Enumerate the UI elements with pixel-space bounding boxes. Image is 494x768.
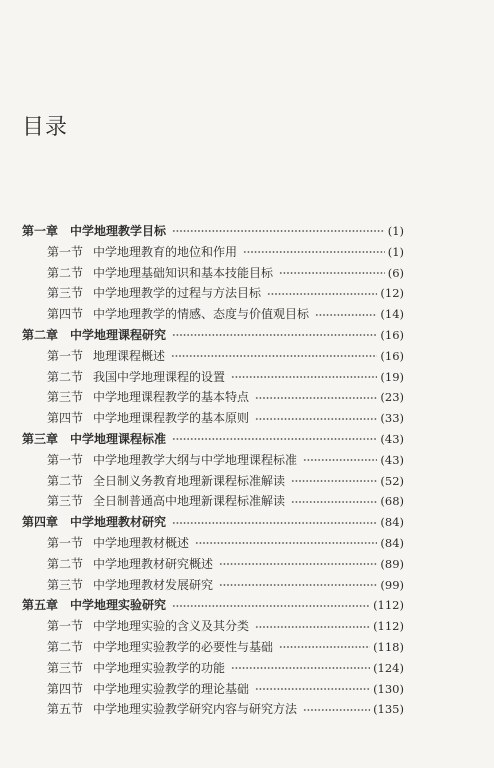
section-label: 第二节 [47, 639, 84, 654]
dot-leader [219, 583, 377, 587]
section-title: 中学地理课程教学的基本特点 [93, 390, 250, 405]
section-page-number: (124) [373, 660, 404, 675]
toc-chapter-row [22, 429, 404, 450]
toc-section-row [22, 658, 404, 679]
dot-leader [243, 250, 385, 254]
section-label: 第三节 [47, 577, 84, 592]
dot-leader [171, 354, 377, 358]
chapter-page-number: (1) [387, 224, 404, 238]
toc-section-row [22, 491, 404, 512]
toc-section-row [22, 408, 404, 429]
section-page-number: (1) [387, 244, 404, 259]
chapter-page-number: (84) [380, 515, 404, 530]
dot-leader [291, 479, 377, 483]
section-title: 中学地理教材研究概述 [93, 556, 214, 571]
dot-leader [255, 625, 370, 629]
section-title: 中学地理教材概述 [93, 535, 190, 550]
section-title: 中学地理实验教学研究内容与研究方法 [93, 702, 298, 717]
section-title: 中学地理教学的过程与方法目标 [93, 286, 262, 301]
dot-leader [231, 666, 370, 670]
dot-leader [279, 645, 370, 649]
section-label: 第三节 [47, 660, 84, 675]
dot-leader [315, 313, 377, 317]
section-label: 第一节 [47, 452, 84, 467]
section-label: 第三节 [47, 286, 84, 301]
dot-leader [172, 604, 370, 608]
section-title: 中学地理教材发展研究 [93, 577, 214, 592]
toc-section-row [22, 679, 404, 700]
toc-section-row [22, 346, 404, 367]
chapter-page-number: (43) [380, 431, 404, 446]
section-label: 第一节 [47, 244, 84, 259]
dot-leader [291, 500, 377, 504]
chapter-page-number: (16) [380, 327, 404, 342]
toc-section-row [22, 304, 404, 325]
section-title: 中学地理基础知识和基本技能目标 [93, 265, 274, 280]
toc-section-row [22, 242, 404, 263]
chapter-page-number: (112) [373, 598, 404, 613]
section-page-number: (89) [380, 556, 404, 571]
section-page-number: (84) [380, 535, 404, 550]
chapter-label: 第一章 [22, 224, 59, 238]
section-label: 第二节 [47, 369, 84, 384]
section-label: 第四节 [47, 307, 84, 322]
dot-leader [303, 458, 377, 462]
chapter-label: 第五章 [22, 598, 59, 613]
dot-leader [172, 333, 377, 337]
section-label: 第三节 [47, 390, 84, 405]
page-title: 目录 [22, 115, 69, 140]
toc-section-row [22, 533, 404, 554]
section-title: 地理课程概述 [93, 348, 166, 363]
chapter-title: 中学地理课程标准 [70, 431, 167, 446]
section-label: 第二节 [47, 265, 84, 280]
section-label: 第五节 [47, 702, 84, 717]
section-title: 中学地理实验教学的必要性与基础 [93, 639, 274, 654]
section-label: 第四节 [47, 681, 84, 696]
section-page-number: (130) [373, 681, 404, 696]
toc-chapter-row [22, 595, 404, 616]
section-page-number: (135) [373, 702, 404, 717]
section-label: 第一节 [47, 535, 84, 550]
section-title: 全日制义务教育地理新课程标准解读 [93, 473, 286, 488]
section-label: 第一节 [47, 348, 84, 363]
section-title: 全日制普通高中地理新课程标准解读 [93, 494, 286, 509]
toc-section-row [22, 699, 404, 720]
toc-chapter-row [22, 512, 404, 533]
dot-leader [172, 437, 377, 441]
section-title: 我国中学地理课程的设置 [93, 369, 226, 384]
section-label: 第二节 [47, 473, 84, 488]
section-title: 中学地理教学大纲与中学地理课程标准 [93, 452, 298, 467]
section-page-number: (23) [380, 390, 404, 405]
section-title: 中学地理实验的含义及其分类 [93, 619, 250, 634]
toc-section-row [22, 283, 404, 304]
dot-leader [172, 521, 377, 525]
chapter-title: 中学地理教材研究 [70, 515, 167, 530]
section-page-number: (43) [380, 452, 404, 467]
section-page-number: (52) [380, 473, 404, 488]
section-label: 第二节 [47, 556, 84, 571]
toc-section-row [22, 554, 404, 575]
section-label: 第四节 [47, 411, 84, 426]
dot-leader [303, 708, 370, 712]
chapter-label: 第三章 [22, 431, 59, 446]
section-page-number: (33) [380, 411, 404, 426]
chapter-label: 第四章 [22, 515, 59, 530]
section-title: 中学地理课程教学的基本原则 [93, 411, 250, 426]
section-page-number: (112) [373, 619, 404, 634]
toc-section-row [22, 637, 404, 658]
dot-leader [195, 541, 377, 545]
chapter-label: 第二章 [22, 327, 59, 342]
dot-leader [255, 417, 377, 421]
section-title: 中学地理实验教学的理论基础 [93, 681, 250, 696]
dot-leader [267, 292, 377, 296]
dot-leader [255, 396, 377, 400]
table-of-contents [22, 221, 404, 720]
dot-leader [231, 375, 377, 379]
section-page-number: (6) [387, 265, 404, 280]
section-page-number: (14) [380, 307, 404, 322]
section-label: 第三节 [47, 494, 84, 509]
section-title: 中学地理教学的情感、态度与价值观目标 [93, 307, 310, 322]
dot-leader [219, 562, 377, 566]
toc-section-row [22, 575, 404, 596]
section-page-number: (12) [380, 286, 404, 301]
section-page-number: (19) [380, 369, 404, 384]
section-label: 第一节 [47, 619, 84, 634]
section-page-number: (68) [380, 494, 404, 509]
toc-section-row [22, 450, 404, 471]
toc-chapter-row [22, 325, 404, 346]
chapter-title: 中学地理实验研究 [70, 598, 167, 613]
toc-chapter-row [22, 221, 404, 242]
toc-section-row [22, 471, 404, 492]
section-page-number: (118) [373, 639, 404, 654]
toc-section-row [22, 387, 404, 408]
section-title: 中学地理教育的地位和作用 [93, 244, 238, 259]
dot-leader [255, 687, 370, 691]
chapter-title: 中学地理课程研究 [70, 327, 167, 342]
toc-section-row [22, 367, 404, 388]
dot-leader [172, 229, 385, 233]
toc-section-row [22, 263, 404, 284]
dot-leader [279, 271, 385, 275]
toc-section-row [22, 616, 404, 637]
section-page-number: (16) [380, 348, 404, 363]
section-title: 中学地理实验教学的功能 [93, 660, 226, 675]
section-page-number: (99) [380, 577, 404, 592]
chapter-title: 中学地理教学目标 [70, 224, 167, 238]
